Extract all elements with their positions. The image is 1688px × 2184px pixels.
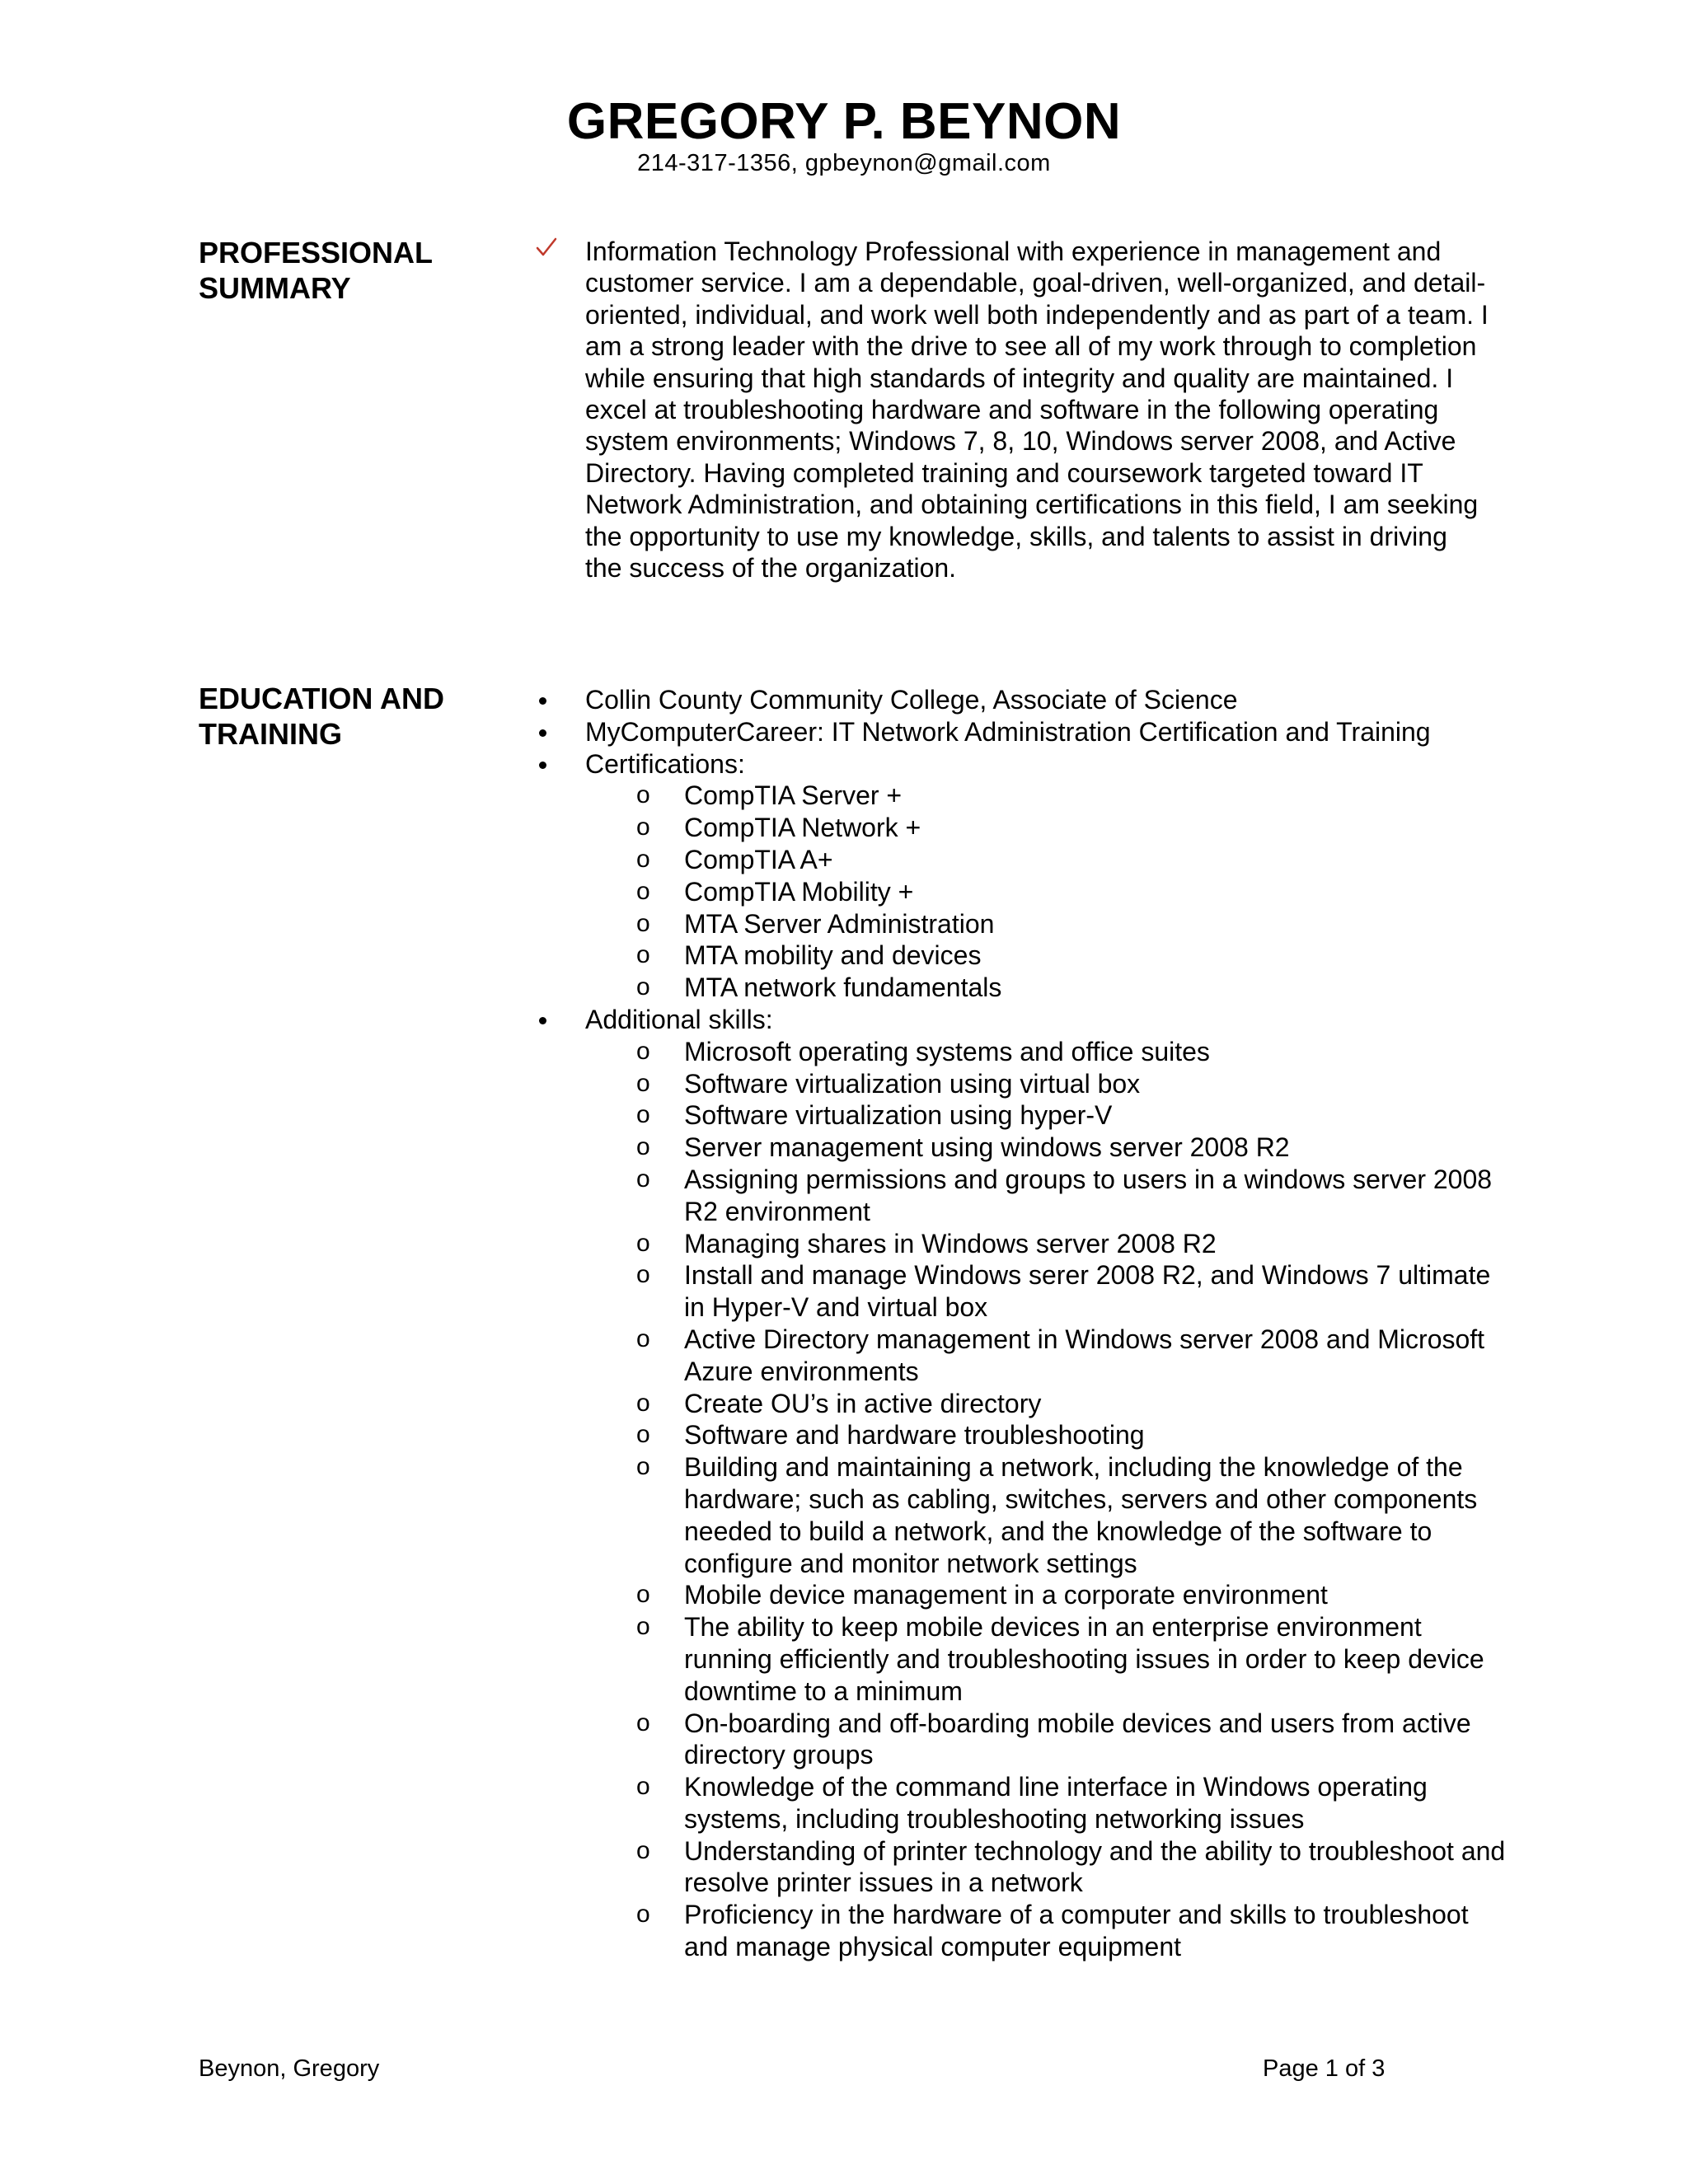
summary-heading (199, 235, 495, 306)
circle-bullet-icon: o (636, 1900, 650, 1929)
skill-item-text: On-boarding and off-boarding mobile devices and users from active directory groups (684, 1708, 1471, 1770)
skill-item-text: Managing shares in Windows server 2008 R2 (684, 1228, 1217, 1258)
skill-item (534, 1324, 1508, 1388)
education-item-mycomputercareer (534, 716, 1490, 748)
circle-bullet-icon: o (636, 1453, 650, 1481)
education-heading-line2: TRAINING (199, 717, 342, 751)
resume-name: GREGORY P. BEYNON (566, 93, 1122, 150)
skill-item (534, 1164, 1508, 1228)
summary-text: Information Technology Professional with experience in management and customer service. I am a dependable, goal-driven, well-organized, and detail-oriented, individual, and work well both independently and as part of a team. I am a strong leader with the drive to see all of my work through to completion while ensuring that high standards of integrity and quality are maintained. I excel at troubleshooting hardware and software in the following operating system environments; Windows 7, 8, 10, Windows server 2008, and Active Directory. Having completed training and coursework targeted toward IT Network Administration, and obtaining certifications in this field, I am seeking the opportunity to use my knowledge, skills, and talents to assist in driving the success of the organization. (585, 237, 1489, 583)
education-item-skills (534, 1004, 1506, 1963)
circle-bullet-icon: o (636, 909, 650, 937)
skill-item (534, 1899, 1508, 1963)
skill-item (534, 1708, 1508, 1772)
circle-bullet-icon: o (636, 1165, 650, 1193)
education-item-text: Collin County Community College, Associate of Science (585, 685, 1238, 715)
summary-heading-line1: PROFESSIONAL (199, 236, 434, 269)
certifications-list (534, 780, 1490, 1004)
circle-bullet-icon: o (636, 1708, 650, 1736)
check-icon (534, 236, 559, 260)
circle-bullet-icon: o (636, 813, 650, 841)
skill-item-text: Active Directory management in Windows server 2008 and Microsoft Azure environments (684, 1324, 1485, 1386)
bullet-icon (539, 697, 546, 705)
circle-bullet-icon: o (636, 1229, 650, 1257)
circle-bullet-icon: o (636, 973, 650, 1001)
skill-item (534, 1388, 1508, 1420)
skill-item-text: Server management using windows server 2008 R2 (684, 1132, 1290, 1163)
certification-item (534, 908, 1508, 940)
circle-bullet-icon: o (636, 1069, 650, 1097)
certification-item-text: CompTIA Server + (684, 780, 903, 811)
education-item-text: MyComputerCareer: IT Network Administration Certification and Training (585, 716, 1431, 747)
circle-bullet-icon: o (636, 1836, 650, 1864)
certification-item-text: MTA mobility and devices (684, 940, 982, 971)
skill-item-text: Install and manage Windows serer 2008 R2, and Windows 7 ultimate in Hyper-V and virtual box (684, 1260, 1491, 1323)
circle-bullet-icon: o (636, 1133, 650, 1161)
skill-item (534, 1259, 1508, 1324)
certification-item (534, 780, 1508, 812)
skill-item-text: Knowledge of the command line interface in Windows operating systems, including troubleshooting networking issues (684, 1772, 1428, 1834)
certification-item-text: CompTIA A+ (684, 844, 833, 874)
skill-item (534, 1611, 1508, 1707)
certification-item-text: CompTIA Network + (684, 813, 921, 843)
skill-item (534, 1419, 1508, 1451)
education-heading (199, 681, 495, 752)
skill-item-text: The ability to keep mobile devices in an enterprise environment running efficiently and troubleshooting issues in order to keep device downtime to a minimum (684, 1612, 1484, 1706)
certification-item-text: MTA Server Administration (684, 908, 995, 939)
summary-heading-line2: SUMMARY (199, 271, 351, 305)
skill-item (534, 1099, 1508, 1132)
circle-bullet-icon: o (636, 1773, 650, 1801)
certification-item (534, 876, 1508, 908)
education-item-college (534, 684, 1490, 716)
circle-bullet-icon: o (636, 1389, 650, 1417)
skill-item (534, 1036, 1508, 1068)
summary-block (534, 236, 1490, 583)
skill-item-text: Software virtualization using hyper-V (684, 1100, 1113, 1131)
skill-item-text: Software and hardware troubleshooting (684, 1420, 1145, 1451)
skills-list (534, 1036, 1506, 1963)
skill-item-text: Proficiency in the hardware of a computer and skills to troubleshoot and manage physical computer equipment (684, 1900, 1469, 1962)
skill-item-text: Building and maintaining a network, including the knowledge of the hardware; such as cabling, switches, servers and other components needed to build a network, and the knowledge of the software to configure and monitor network settings (684, 1452, 1478, 1578)
certification-item (534, 812, 1508, 844)
bullet-icon (539, 729, 546, 737)
certification-item-text: MTA network fundamentals (684, 972, 1002, 1003)
footer-page-number: Page 1 of 3 (1263, 2055, 1386, 2082)
certification-item (534, 940, 1508, 972)
circle-bullet-icon: o (636, 1613, 650, 1641)
circle-bullet-icon: o (636, 781, 650, 809)
certification-item (534, 972, 1508, 1004)
footer-author: Beynon, Gregory (199, 2055, 380, 2082)
skill-item-text: Assigning permissions and groups to users in a windows server 2008 R2 environment (684, 1164, 1493, 1226)
education-item-certifications (534, 748, 1490, 1004)
skill-item-text: Mobile device management in a corporate environment (684, 1580, 1328, 1610)
circle-bullet-icon: o (636, 1581, 650, 1609)
education-item-text: Additional skills: (585, 1004, 773, 1034)
skill-item (534, 1771, 1508, 1835)
skill-item (534, 1068, 1508, 1100)
skill-item-text: Understanding of printer technology and the ability to troubleshoot and resolve printer issues in a network (684, 1835, 1506, 1898)
bullet-icon (539, 1017, 546, 1024)
bullet-icon (539, 762, 546, 769)
circle-bullet-icon: o (636, 1037, 650, 1065)
skill-item (534, 1835, 1508, 1900)
skill-item (534, 1451, 1508, 1579)
skill-item-text: Software virtualization using virtual box (684, 1068, 1141, 1099)
certification-item (534, 844, 1508, 876)
education-item-text: Certifications: (585, 748, 745, 779)
circle-bullet-icon: o (636, 1101, 650, 1129)
contact-info: 214-317-1356, gpbeynon@gmail.com (637, 150, 1051, 176)
skill-item (534, 1579, 1508, 1611)
education-heading-line1: EDUCATION AND (199, 682, 444, 715)
circle-bullet-icon: o (636, 877, 650, 905)
circle-bullet-icon: o (636, 1324, 650, 1352)
circle-bullet-icon: o (636, 1421, 650, 1449)
skill-item-text: Microsoft operating systems and office suites (684, 1036, 1210, 1066)
circle-bullet-icon: o (636, 1261, 650, 1289)
skill-item (534, 1132, 1508, 1164)
skill-item-text: Create OU’s in active directory (684, 1388, 1042, 1418)
certification-item-text: CompTIA Mobility + (684, 876, 914, 907)
education-list (534, 684, 1506, 1963)
circle-bullet-icon: o (636, 845, 650, 873)
skill-item (534, 1228, 1508, 1260)
circle-bullet-icon: o (636, 941, 650, 969)
